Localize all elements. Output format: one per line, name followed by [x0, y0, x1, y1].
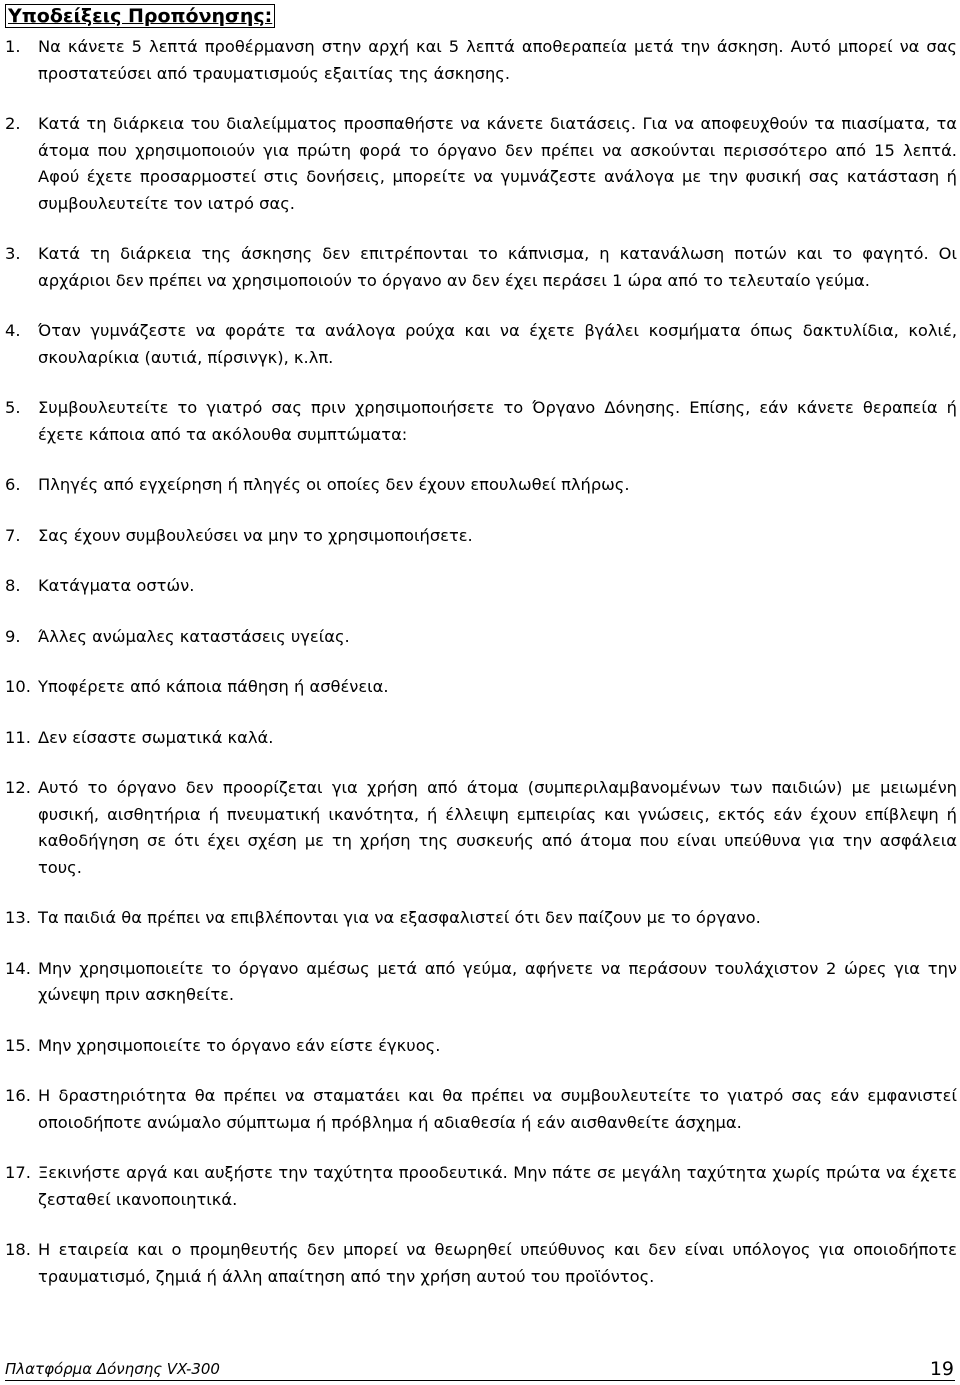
item-text: Κατά τη διάρκεια της άσκησης δεν επιτρέπονται το κάπνισμα, η κατανάλωση ποτών και το φαγητό. Οι αρχάριοι δεν πρέπει να χρησιμοποιούν το όργανο αν δεν έχει περάσει 1 ώρα από το τελευταίο γεύμα.: [38, 244, 957, 290]
list-item: [5, 956, 957, 1009]
item-number: 4.: [5, 321, 21, 340]
list-item: [5, 1033, 957, 1060]
item-text: Σας έχουν συμβουλεύσει να μην το χρησιμοποιήσετε.: [38, 525, 473, 545]
list-item: [5, 472, 957, 499]
list-item: [5, 775, 957, 881]
item-text: Να κάνετε 5 λεπτά προθέρμανση στην αρχή και 5 λεπτά αποθεραπεία μετά την άσκηση. Αυτό μπορεί να σας προστατεύσει από τραυματισμούς εξαιτίας της άσκησης.: [38, 37, 957, 83]
list-item: [5, 318, 957, 371]
item-number: 8.: [5, 576, 21, 595]
item-number: 11.: [5, 727, 31, 747]
item-text: Δεν είσαστε σωματικά καλά.: [38, 727, 274, 747]
item-number: 9.: [5, 626, 21, 646]
footer-divider: [5, 1380, 955, 1381]
item-number: 12.: [5, 778, 31, 797]
item-text: Πληγές από εγχείρηση ή πληγές οι οποίες δεν έχουν επουλωθεί πλήρως.: [38, 475, 630, 494]
item-text: Μην χρησιμοποιείτε το όργανο αμέσως μετά από γεύμα, αφήνετε να περάσουν τουλάχιστον 2 ώρες για την χώνεψη πριν ασκηθείτε.: [38, 958, 957, 1004]
item-number: 15.: [5, 1035, 31, 1055]
item-text: Αυτό το όργανο δεν προορίζεται για χρήση από άτομα (συμπεριλαμβανομένων των παιδιών) με μειωμένη φυσική, αισθητήρια ή πνευματική ικανότητα, ή έλλειψη εμπειρίας και γνώσεις, εκτός εάν έχουν επίβλεψη ή καθοδήγηση σε ότι έχει σχέση με τη χρήση της συσκευής από άτομα που είναι υπεύθυνα για την ασφάλεια τους.: [38, 778, 957, 877]
list-item: [5, 573, 957, 600]
list-item: [5, 1083, 957, 1136]
list-item: [5, 1237, 957, 1290]
item-number: 10.: [5, 677, 31, 696]
page-footer: [0, 1354, 960, 1385]
item-number: 7.: [5, 525, 21, 545]
item-number: 17.: [5, 1163, 31, 1182]
list-item: [5, 624, 957, 651]
item-text: Άλλες ανώμαλες καταστάσεις υγείας.: [38, 626, 350, 646]
list-item: [5, 111, 957, 217]
item-text: Η εταιρεία και ο προμηθευτής δεν μπορεί να θεωρηθεί υπεύθυνος και δεν είναι υπόλογος για οποιοδήποτε τραυματισμό, ζημιά ή άλλη απαίτηση από την χρήση αυτού του προϊόντος.: [38, 1240, 957, 1286]
item-number: 5.: [5, 398, 21, 417]
page-title: Υποδείξεις Προπόνησης:: [5, 4, 275, 28]
footer-product-name: Πλατφόρμα Δόνησης VX-300: [5, 1360, 220, 1378]
item-number: 16.: [5, 1086, 31, 1105]
item-text: Τα παιδιά θα πρέπει να επιβλέπονται για να εξασφαλιστεί ότι δεν παίζουν με το όργανο.: [38, 908, 761, 927]
item-number: 13.: [5, 908, 31, 927]
item-text: Κατάγματα οστών.: [38, 576, 195, 595]
item-number: 14.: [5, 958, 31, 978]
training-tips-list: [5, 34, 957, 1314]
list-item: [5, 905, 957, 932]
list-item: [5, 1160, 957, 1213]
item-text: Η δραστηριότητα θα πρέπει να σταματάει και θα πρέπει να συμβουλευτείτε το γιατρό σας εάν εμφανιστεί οποιοδήποτε ανώμαλο σύμπτωμα ή πρόβλημα ή αδιαθεσία ή εάν αισθανθείτε άσχημα.: [38, 1086, 957, 1132]
item-number: 2.: [5, 114, 21, 133]
item-number: 6.: [5, 475, 21, 494]
list-item: [5, 523, 957, 550]
item-text: Υποφέρετε από κάποια πάθηση ή ασθένεια.: [38, 677, 389, 696]
item-number: 18.: [5, 1240, 31, 1259]
list-item: [5, 241, 957, 294]
item-text: Ξεκινήστε αργά και αυξήστε την ταχύτητα προοδευτικά. Μην πάτε σε μεγάλη ταχύτητα χωρίς πρώτα να έχετε ζεσταθεί ικανοποιητικά.: [38, 1163, 957, 1209]
page-number: 19: [929, 1358, 954, 1380]
list-item: [5, 395, 957, 448]
item-text: Κατά τη διάρκεια του διαλείμματος προσπαθήστε να κάνετε διατάσεις. Για να αποφευχθούν τα πιασίματα, τα άτομα που χρησιμοποιούν για πρώτη φορά το όργανο δεν πρέπει να ασκούνται περισσότερο από 15 λεπτά. Αφού έχετε προσαρμοστεί στις δονήσεις, μπορείτε να γυμνάζεστε ανάλογα με την φυσική σας κατάσταση ή συμβουλευτείτε τον ιατρό σας.: [38, 114, 957, 213]
item-number: 1.: [5, 37, 21, 56]
item-text: Μην χρησιμοποιείτε το όργανο εάν είστε έγκυος.: [38, 1035, 441, 1055]
list-item: [5, 725, 957, 752]
item-text: Συμβουλευτείτε το γιατρό σας πριν χρησιμοποιήσετε το Όργανο Δόνησης. Επίσης, εάν κάνετε θεραπεία ή έχετε κάποια από τα ακόλουθα συμπτώματα:: [38, 398, 957, 444]
list-item: [5, 674, 957, 701]
list-item: [5, 34, 957, 87]
item-text: Όταν γυμνάζεστε να φοράτε τα ανάλογα ρούχα και να έχετε βγάλει κοσμήματα όπως δακτυλίδια, κολιέ, σκουλαρίκια (αυτιά, πίρσινγκ), κ.λπ.: [38, 321, 957, 367]
item-number: 3.: [5, 244, 21, 263]
